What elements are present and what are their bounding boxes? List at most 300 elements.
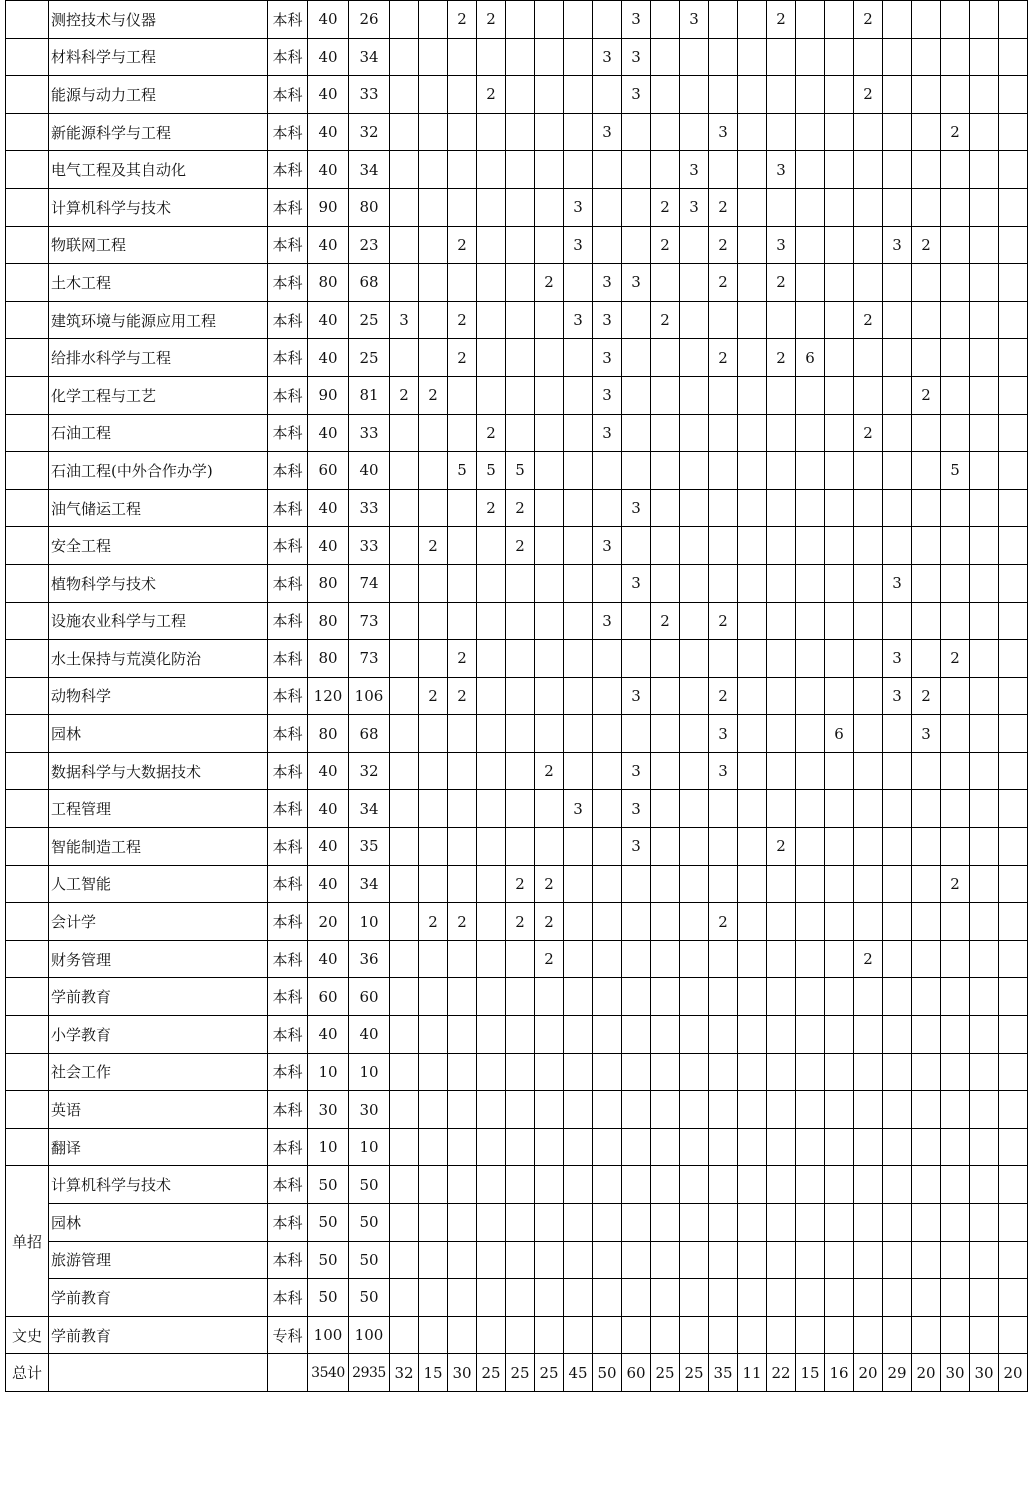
region-count-cell <box>651 978 680 1016</box>
region-count-cell <box>390 677 419 715</box>
table-row <box>6 339 1028 377</box>
region-count-cell <box>535 151 564 189</box>
region-count-cell <box>448 76 477 114</box>
region-count-cell <box>941 226 970 264</box>
region-count-cell: 2 <box>448 226 477 264</box>
region-count-cell <box>970 527 999 565</box>
region-count-cell <box>680 1166 709 1204</box>
region-count-cell <box>680 113 709 151</box>
region-count-cell <box>535 978 564 1016</box>
region-count-cell <box>390 113 419 151</box>
enrolled-count-cell: 25 <box>349 301 390 339</box>
region-count-cell <box>535 76 564 114</box>
region-count-cell <box>854 828 883 866</box>
plan-count-cell: 80 <box>308 715 349 753</box>
region-count-cell <box>419 1 448 39</box>
region-count-cell <box>796 151 825 189</box>
region-count-cell <box>506 264 535 302</box>
region-count-cell <box>593 752 622 790</box>
region-count-cell <box>593 1166 622 1204</box>
major-cell: 学前教育 <box>49 1279 268 1317</box>
region-count-cell <box>912 940 941 978</box>
plan-count-cell: 60 <box>308 452 349 490</box>
region-count-cell: 5 <box>506 452 535 490</box>
region-count-cell <box>564 151 593 189</box>
region-count-cell <box>651 865 680 903</box>
plan-count-cell: 40 <box>308 828 349 866</box>
region-count-cell <box>738 752 767 790</box>
region-count-cell <box>796 564 825 602</box>
region-count-cell <box>970 1128 999 1166</box>
region-count-cell <box>970 38 999 76</box>
region-count-cell: 3 <box>709 752 738 790</box>
table-row <box>6 113 1028 151</box>
region-count-cell <box>709 1053 738 1091</box>
region-count-cell <box>506 1241 535 1279</box>
region-count-cell <box>767 790 796 828</box>
level-cell: 本科 <box>268 790 308 828</box>
region-count-cell <box>651 414 680 452</box>
region-count-cell <box>535 790 564 828</box>
region-count-cell <box>506 414 535 452</box>
region-count-cell <box>941 188 970 226</box>
region-count-cell <box>825 903 854 941</box>
region-count-cell <box>709 376 738 414</box>
region-count-cell: 2 <box>941 865 970 903</box>
region-count-cell <box>390 865 419 903</box>
region-count-cell <box>970 489 999 527</box>
region-count-cell <box>883 38 912 76</box>
region-count-cell <box>709 489 738 527</box>
major-cell: 计算机科学与技术 <box>49 188 268 226</box>
region-count-cell <box>680 1128 709 1166</box>
level-cell: 本科 <box>268 564 308 602</box>
region-count-cell <box>535 1241 564 1279</box>
region-count-cell <box>506 1053 535 1091</box>
region-count-cell <box>419 1016 448 1054</box>
enrolled-count-cell: 33 <box>349 527 390 565</box>
region-count-cell <box>680 752 709 790</box>
region-count-cell <box>448 151 477 189</box>
enrolled-count-cell: 34 <box>349 790 390 828</box>
enrolled-count-cell: 60 <box>349 978 390 1016</box>
total-region-cell: 25 <box>506 1354 535 1392</box>
region-count-cell <box>622 376 651 414</box>
region-count-cell <box>796 113 825 151</box>
region-count-cell <box>651 264 680 302</box>
level-cell: 本科 <box>268 903 308 941</box>
region-count-cell <box>680 489 709 527</box>
region-count-cell <box>825 226 854 264</box>
region-count-cell <box>709 301 738 339</box>
region-count-cell <box>912 1053 941 1091</box>
region-count-cell <box>564 264 593 302</box>
region-count-cell: 3 <box>912 715 941 753</box>
region-count-cell <box>854 1316 883 1354</box>
level-cell: 本科 <box>268 376 308 414</box>
region-count-cell: 2 <box>651 301 680 339</box>
region-count-cell <box>448 790 477 828</box>
total-enrolled-cell: 2935 <box>349 1354 390 1392</box>
region-count-cell <box>941 1128 970 1166</box>
region-count-cell <box>738 188 767 226</box>
region-count-cell <box>883 339 912 377</box>
region-count-cell <box>738 564 767 602</box>
region-count-cell: 3 <box>767 226 796 264</box>
region-count-cell <box>912 1091 941 1129</box>
major-cell: 英语 <box>49 1091 268 1129</box>
region-count-cell <box>912 113 941 151</box>
level-cell: 本科 <box>268 1091 308 1129</box>
region-count-cell <box>999 339 1028 377</box>
region-count-cell <box>506 564 535 602</box>
region-count-cell <box>825 1204 854 1242</box>
region-count-cell <box>970 1 999 39</box>
region-count-cell: 3 <box>593 301 622 339</box>
region-count-cell <box>593 940 622 978</box>
region-count-cell <box>622 640 651 678</box>
region-count-cell: 2 <box>709 188 738 226</box>
region-count-cell <box>680 1053 709 1091</box>
region-count-cell <box>854 903 883 941</box>
region-count-cell <box>767 865 796 903</box>
region-count-cell <box>883 376 912 414</box>
region-count-cell <box>564 940 593 978</box>
region-count-cell <box>999 527 1028 565</box>
region-count-cell <box>651 1204 680 1242</box>
region-count-cell <box>796 602 825 640</box>
region-count-cell <box>535 1091 564 1129</box>
region-count-cell <box>738 1053 767 1091</box>
region-count-cell: 2 <box>941 113 970 151</box>
plan-count-cell: 40 <box>308 1 349 39</box>
region-count-cell <box>738 38 767 76</box>
region-count-cell <box>419 1091 448 1129</box>
region-count-cell <box>564 602 593 640</box>
table-row <box>6 1204 1028 1242</box>
region-count-cell <box>738 640 767 678</box>
region-count-cell <box>680 1279 709 1317</box>
region-count-cell <box>825 790 854 828</box>
region-count-cell <box>767 113 796 151</box>
region-count-cell <box>941 940 970 978</box>
region-count-cell <box>941 414 970 452</box>
region-count-cell <box>825 1091 854 1129</box>
region-count-cell <box>390 715 419 753</box>
region-count-cell: 2 <box>506 865 535 903</box>
major-cell: 石油工程 <box>49 414 268 452</box>
region-count-cell <box>593 226 622 264</box>
region-count-cell <box>854 527 883 565</box>
total-region-cell: 15 <box>796 1354 825 1392</box>
region-count-cell: 3 <box>680 151 709 189</box>
plan-count-cell: 100 <box>308 1316 349 1354</box>
region-count-cell <box>912 301 941 339</box>
region-count-cell <box>448 527 477 565</box>
table-row <box>6 677 1028 715</box>
region-count-cell <box>796 489 825 527</box>
region-count-cell <box>796 1128 825 1166</box>
region-count-cell <box>883 151 912 189</box>
region-count-cell <box>535 1316 564 1354</box>
region-count-cell <box>825 1128 854 1166</box>
region-count-cell <box>796 1316 825 1354</box>
region-count-cell <box>941 903 970 941</box>
major-cell: 社会工作 <box>49 1053 268 1091</box>
level-cell: 本科 <box>268 715 308 753</box>
region-count-cell <box>941 752 970 790</box>
region-count-cell: 5 <box>448 452 477 490</box>
region-count-cell <box>709 527 738 565</box>
table-row <box>6 640 1028 678</box>
region-count-cell <box>535 414 564 452</box>
region-count-cell <box>651 376 680 414</box>
region-count-cell <box>767 1279 796 1317</box>
region-count-cell <box>477 564 506 602</box>
region-count-cell <box>448 564 477 602</box>
region-count-cell <box>883 452 912 490</box>
major-cell: 化学工程与工艺 <box>49 376 268 414</box>
region-count-cell <box>709 1316 738 1354</box>
region-count-cell <box>564 564 593 602</box>
region-count-cell <box>709 1279 738 1317</box>
major-cell: 材料科学与工程 <box>49 38 268 76</box>
region-count-cell <box>970 865 999 903</box>
region-count-cell <box>854 188 883 226</box>
region-count-cell <box>825 865 854 903</box>
region-count-cell <box>477 715 506 753</box>
region-count-cell <box>564 527 593 565</box>
region-count-cell <box>854 1279 883 1317</box>
region-count-cell <box>912 151 941 189</box>
enrolled-count-cell: 32 <box>349 752 390 790</box>
region-count-cell <box>506 1316 535 1354</box>
region-count-cell <box>912 602 941 640</box>
region-count-cell: 3 <box>680 1 709 39</box>
major-cell: 测控技术与仪器 <box>49 1 268 39</box>
region-count-cell <box>738 865 767 903</box>
region-count-cell <box>796 677 825 715</box>
region-count-cell <box>448 188 477 226</box>
plan-count-cell: 40 <box>308 414 349 452</box>
region-count-cell <box>651 452 680 490</box>
region-count-cell <box>796 715 825 753</box>
region-count-cell <box>564 452 593 490</box>
level-cell: 本科 <box>268 339 308 377</box>
total-region-cell: 30 <box>941 1354 970 1392</box>
region-count-cell <box>854 452 883 490</box>
table-row <box>6 828 1028 866</box>
region-count-cell <box>564 113 593 151</box>
region-count-cell <box>709 790 738 828</box>
region-count-cell <box>390 527 419 565</box>
plan-count-cell: 80 <box>308 264 349 302</box>
region-count-cell: 2 <box>448 339 477 377</box>
region-count-cell <box>767 640 796 678</box>
region-count-cell <box>622 113 651 151</box>
region-count-cell <box>970 1053 999 1091</box>
table-row <box>6 752 1028 790</box>
region-count-cell <box>564 1053 593 1091</box>
region-count-cell <box>883 489 912 527</box>
region-count-cell <box>477 1279 506 1317</box>
total-region-cell: 29 <box>883 1354 912 1392</box>
level-cell: 本科 <box>268 188 308 226</box>
region-count-cell <box>941 1091 970 1129</box>
region-count-cell <box>651 940 680 978</box>
region-count-cell <box>912 38 941 76</box>
region-count-cell <box>448 1279 477 1317</box>
region-count-cell <box>767 527 796 565</box>
region-count-cell <box>680 226 709 264</box>
table-row <box>6 978 1028 1016</box>
region-count-cell <box>738 1016 767 1054</box>
region-count-cell: 2 <box>709 677 738 715</box>
major-cell: 植物科学与技术 <box>49 564 268 602</box>
enrolled-count-cell: 30 <box>349 1091 390 1129</box>
table-row <box>6 1053 1028 1091</box>
region-count-cell <box>593 188 622 226</box>
region-count-cell <box>796 527 825 565</box>
region-count-cell <box>912 828 941 866</box>
region-count-cell <box>477 1204 506 1242</box>
region-count-cell <box>941 264 970 302</box>
region-count-cell <box>477 151 506 189</box>
region-count-cell <box>709 1128 738 1166</box>
region-count-cell <box>506 1279 535 1317</box>
region-count-cell <box>622 226 651 264</box>
region-count-cell <box>506 339 535 377</box>
region-count-cell <box>506 1016 535 1054</box>
region-count-cell <box>419 865 448 903</box>
region-count-cell: 2 <box>477 76 506 114</box>
category-cell <box>6 527 49 565</box>
region-count-cell <box>883 828 912 866</box>
region-count-cell <box>738 226 767 264</box>
region-count-cell <box>767 978 796 1016</box>
region-count-cell <box>970 602 999 640</box>
region-count-cell <box>622 1166 651 1204</box>
level-cell: 本科 <box>268 527 308 565</box>
region-count-cell <box>390 339 419 377</box>
region-count-cell <box>970 76 999 114</box>
region-count-cell <box>796 1 825 39</box>
region-count-cell <box>941 564 970 602</box>
major-cell: 设施农业科学与工程 <box>49 602 268 640</box>
table-row <box>6 715 1028 753</box>
region-count-cell: 3 <box>883 677 912 715</box>
region-count-cell <box>999 1053 1028 1091</box>
region-count-cell <box>477 865 506 903</box>
region-count-cell <box>419 113 448 151</box>
region-count-cell: 2 <box>854 1 883 39</box>
region-count-cell <box>622 978 651 1016</box>
major-cell: 工程管理 <box>49 790 268 828</box>
category-cell <box>6 564 49 602</box>
region-count-cell <box>477 1316 506 1354</box>
level-cell: 本科 <box>268 113 308 151</box>
region-count-cell <box>564 1316 593 1354</box>
region-count-cell <box>854 151 883 189</box>
total-region-cell: 50 <box>593 1354 622 1392</box>
region-count-cell <box>506 978 535 1016</box>
region-count-cell <box>970 376 999 414</box>
level-cell: 本科 <box>268 414 308 452</box>
region-count-cell <box>709 1166 738 1204</box>
region-count-cell: 2 <box>448 903 477 941</box>
region-count-cell <box>651 640 680 678</box>
region-count-cell <box>622 301 651 339</box>
table-row <box>6 790 1028 828</box>
region-count-cell: 3 <box>390 301 419 339</box>
region-count-cell <box>999 978 1028 1016</box>
region-count-cell: 3 <box>593 376 622 414</box>
region-count-cell <box>912 1 941 39</box>
region-count-cell: 2 <box>535 903 564 941</box>
region-count-cell <box>767 38 796 76</box>
region-count-cell: 2 <box>477 414 506 452</box>
region-count-cell <box>593 1016 622 1054</box>
region-count-cell <box>477 188 506 226</box>
major-cell: 物联网工程 <box>49 226 268 264</box>
region-count-cell <box>680 1204 709 1242</box>
region-count-cell <box>854 1091 883 1129</box>
total-region-cell: 22 <box>767 1354 796 1392</box>
region-count-cell: 3 <box>709 715 738 753</box>
region-count-cell <box>622 414 651 452</box>
enrolled-count-cell: 10 <box>349 1053 390 1091</box>
region-count-cell <box>622 527 651 565</box>
region-count-cell: 2 <box>535 264 564 302</box>
region-count-cell <box>564 1279 593 1317</box>
region-count-cell <box>999 564 1028 602</box>
region-count-cell <box>999 1241 1028 1279</box>
region-count-cell <box>738 76 767 114</box>
level-cell: 本科 <box>268 76 308 114</box>
category-cell <box>6 226 49 264</box>
region-count-cell: 3 <box>680 188 709 226</box>
region-count-cell <box>506 188 535 226</box>
region-count-cell <box>970 339 999 377</box>
region-count-cell <box>912 564 941 602</box>
region-count-cell <box>970 715 999 753</box>
region-count-cell <box>912 452 941 490</box>
region-count-cell: 2 <box>419 903 448 941</box>
level-cell: 专科 <box>268 1316 308 1354</box>
region-count-cell <box>448 376 477 414</box>
region-count-cell <box>883 865 912 903</box>
region-count-cell <box>767 76 796 114</box>
total-label: 总计 <box>6 1354 49 1392</box>
level-cell: 本科 <box>268 1166 308 1204</box>
major-cell: 电气工程及其自动化 <box>49 151 268 189</box>
region-count-cell: 2 <box>709 602 738 640</box>
category-cell <box>6 1 49 39</box>
region-count-cell: 3 <box>593 264 622 302</box>
level-cell: 本科 <box>268 677 308 715</box>
region-count-cell <box>419 640 448 678</box>
region-count-cell: 2 <box>767 339 796 377</box>
region-count-cell <box>419 1316 448 1354</box>
region-count-cell <box>680 414 709 452</box>
major-cell: 旅游管理 <box>49 1241 268 1279</box>
region-count-cell <box>854 113 883 151</box>
region-count-cell <box>477 677 506 715</box>
region-count-cell <box>622 1091 651 1129</box>
region-count-cell <box>999 226 1028 264</box>
region-count-cell <box>999 414 1028 452</box>
enrolled-count-cell: 73 <box>349 640 390 678</box>
